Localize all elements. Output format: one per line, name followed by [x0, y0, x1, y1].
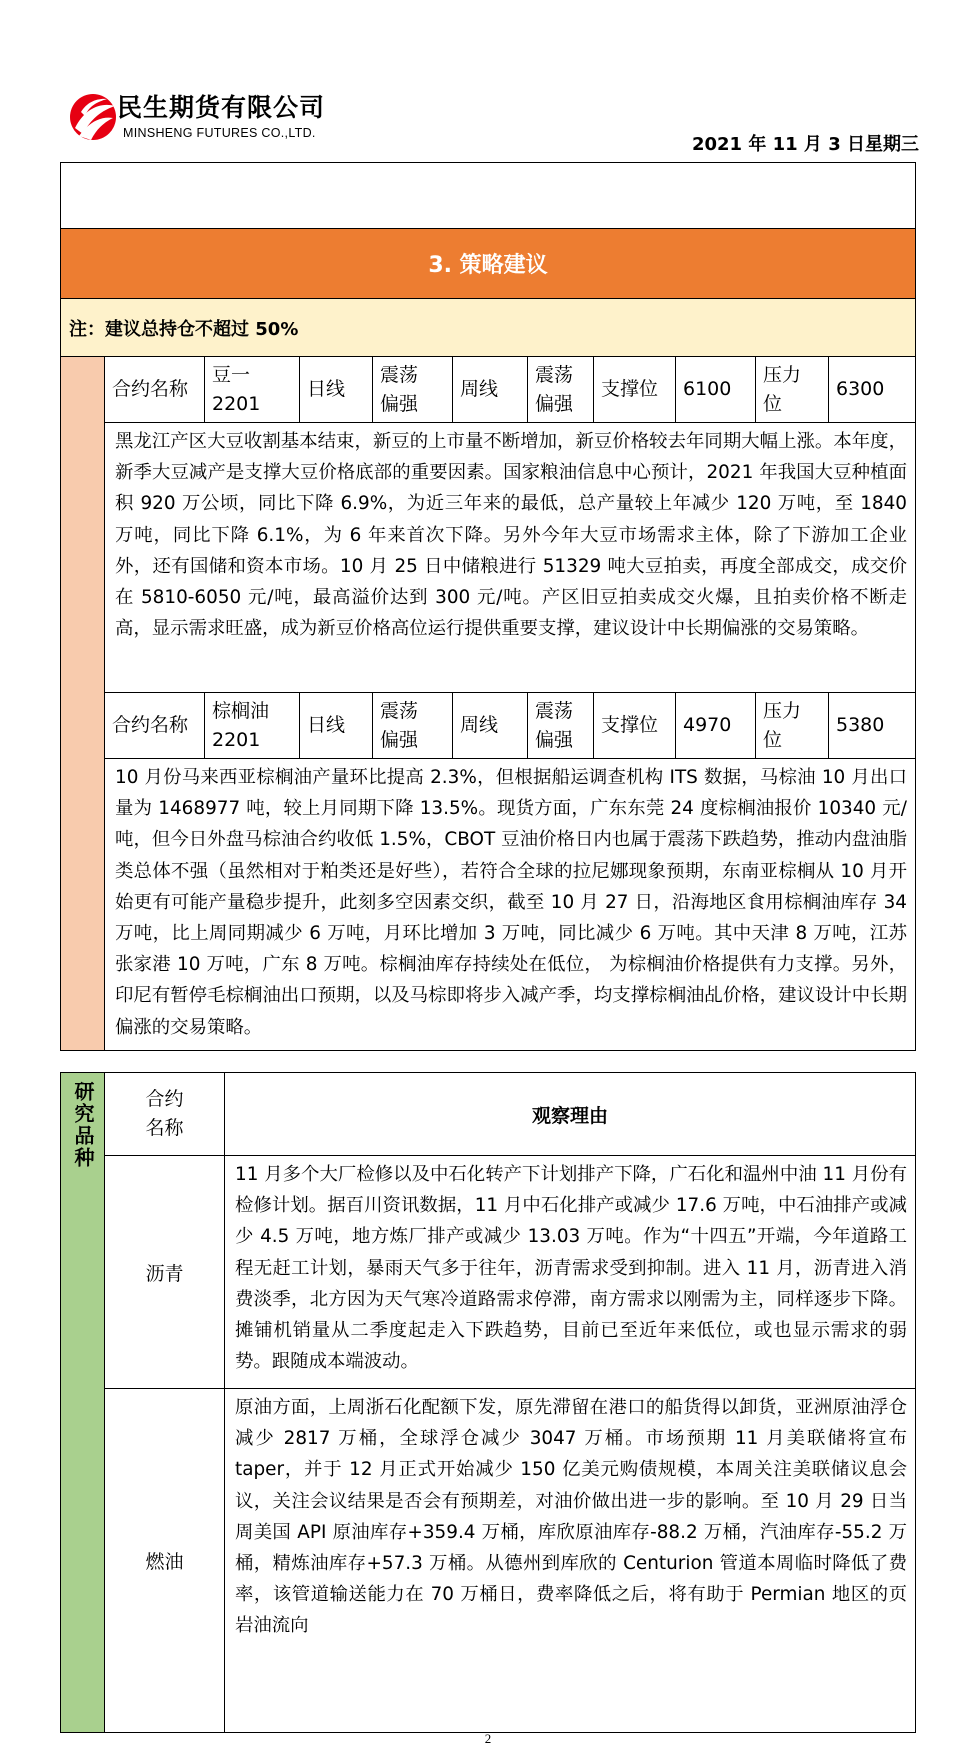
header-contract-name: 合约 名称	[105, 1073, 225, 1155]
company-logo	[67, 86, 387, 152]
label-daily: 日线	[300, 693, 373, 758]
support-value: 4970	[676, 693, 756, 758]
label-pressure: 压力 位	[756, 693, 829, 758]
daily-trend: 震荡 偏强	[373, 357, 453, 422]
weekly-trend: 震荡 偏强	[528, 357, 594, 422]
research-header-row	[105, 1073, 915, 1156]
section-title: 3. 策略建议	[61, 229, 915, 299]
research-side-label	[61, 1073, 105, 1732]
contract-name: 豆一 2201	[205, 357, 300, 422]
blank-row	[61, 163, 915, 229]
label-support: 支撑位	[594, 357, 676, 422]
contract-spec-row	[105, 357, 915, 423]
contract-name: 棕榈油 2201	[205, 693, 300, 758]
variety-name: 沥青	[105, 1156, 225, 1388]
weekly-trend: 震荡 偏强	[528, 693, 594, 758]
side-label-text: 研究品种	[71, 1081, 95, 1169]
label-weekly: 周线	[453, 357, 528, 422]
side-column	[61, 357, 105, 1050]
label-pressure: 压力 位	[756, 357, 829, 422]
pressure-value: 6300	[836, 378, 885, 400]
pressure-value: 5380	[836, 714, 885, 736]
soybean-analysis: 黑龙江产区大豆收割基本结束，新豆的上市量不断增加，新豆价格较去年同期大幅上涨。本年度，新季大豆减产是支撑大豆价格底部的重要因素。国家粮油信息中心预计，2021 年我国大豆种植面积 920 万公顷，同比下降 6.9%，为近三年来的最低，总产量较上年减少 120 万吨，至 1840 万吨，同比下降 6.1%，为 6 年来首次下降。另外今年大豆市场需求主体，除了下游加工企业外，还有国储和资本市场。10 月 25 日中储粮进行 51329 吨大豆拍卖，再度全部成交，成交价在 5810-6050 元/吨，最高溢价达到 300 元/吨。产区旧豆拍卖成交火爆，且拍卖价格不断走高，显示需求旺盛，成为新豆价格高位运行提供重要支撑，建议设计中长期偏涨的交易策略。	[105, 423, 915, 693]
research-table	[60, 1072, 916, 1733]
label-daily: 日线	[300, 357, 373, 422]
company-name-cn: 民生期货有限公司	[117, 93, 326, 122]
palm-oil-analysis: 10 月份马来西亚棕榈油产量环比提高 2.3%，但根据船运调查机构 ITS 数据，马棕油 10 月出口量为 1468977 吨，较上月同期下降 13.5%。现货方面，广东东莞 24 度棕榈油报价 10340 元/吨，但今日外盘马棕油合约收低 1.5%，CBOT 豆油价格日内也属于震荡下跌趋势，推动内盘油脂类总体不强（虽然相对于粕类还是好些），若符合全球的拉尼娜现象预期，东南亚棕榈从 10 月开始更有可能产量稳步提升，此刻多空因素交织，截至 10 月 27 日，沿海地区食用棕榈油库存 34 万吨，比上周同期减少 6 万吨，月环比增加 3 万吨，同比减少 6 万吨。其中天津 8 万吨，江苏张家港 10 万吨，广东 8 万吨。棕榈油库存持续处在低位， 为棕榈油价格提供有力支撑。另外，印尼有暂停毛棕榈油出口预期，以及马棕即将步入减产季，均支撑棕榈油乩价格，建议设计中长期偏涨的交易策略。	[115, 767, 907, 1038]
company-name-en: MINSHENG FUTURES CO.,LTD.	[123, 126, 316, 140]
table-row	[105, 1156, 915, 1389]
label-contract: 合约名称	[105, 357, 205, 422]
support-value: 6100	[676, 357, 756, 422]
label-contract: 合约名称	[105, 693, 205, 758]
variety-reason: 11 月多个大厂检修以及中石化转产下计划排产下降，广石化和温州中油 11 月份有检修计划。据百川资讯数据，11 月中石化排产或减少 17.6 万吨，中石油排产或减少 4.5 万吨，地方炼厂排产或减少 13.03 万吨。作为“十四五”开端，今年道路工程无赶工计划，暴雨天气多于往年，沥青需求受到抑制。进入 11 月，沥青进入消费淡季，北方因为天气寒冷道路需求停滞，南方需求以刚需为主，同样逐步下降。摊铺机销量从二季度起走入下跌趋势，目前已至近年来低位，或也显示需求的弱势。跟随成本端波动。	[235, 1164, 907, 1373]
daily-trend: 震荡 偏强	[373, 693, 453, 758]
label-support: 支撑位	[594, 693, 676, 758]
report-date: 2021 年 11 月 3 日星期三	[691, 134, 919, 155]
position-note: 注：建议总持仓不超过 50%	[61, 299, 915, 357]
contract-spec-row	[105, 693, 915, 759]
table-row	[105, 1389, 915, 1732]
page-header	[60, 86, 920, 155]
page-number: 2	[484, 1731, 492, 1743]
header-reason: 观察理由	[531, 1104, 608, 1127]
minsheng-logo-icon	[67, 88, 119, 144]
strategy-table	[60, 162, 916, 1051]
variety-reason: 原油方面，上周浙石化配额下发，原先滞留在港口的船货得以卸货，亚洲原油浮仓减少 2817 万桶，全球浮仓减少 3047 万桶。市场预期 11 月美联储将宣布 taper，并于 12 月正式开始减少 150 亿美元购债规模，本周关注美联储议息会议，关注会议结果是否会有预期差，对油价做出进一步的影响。至 10 月 29 日当周美国 API 原油库存+359.4 万桶，库欣原油库存-88.2 万桶，汽油库存-55.2 万桶，精炼油库存+57.3 万桶。从德州到库欣的 Centurion 管道本周临时降低了费率，该管道输送能力在 70 万桶日，费率降低之后，将有助于 Permian 地区的页岩油流向	[235, 1397, 907, 1637]
variety-name: 燃油	[105, 1389, 225, 1732]
label-weekly: 周线	[453, 693, 528, 758]
